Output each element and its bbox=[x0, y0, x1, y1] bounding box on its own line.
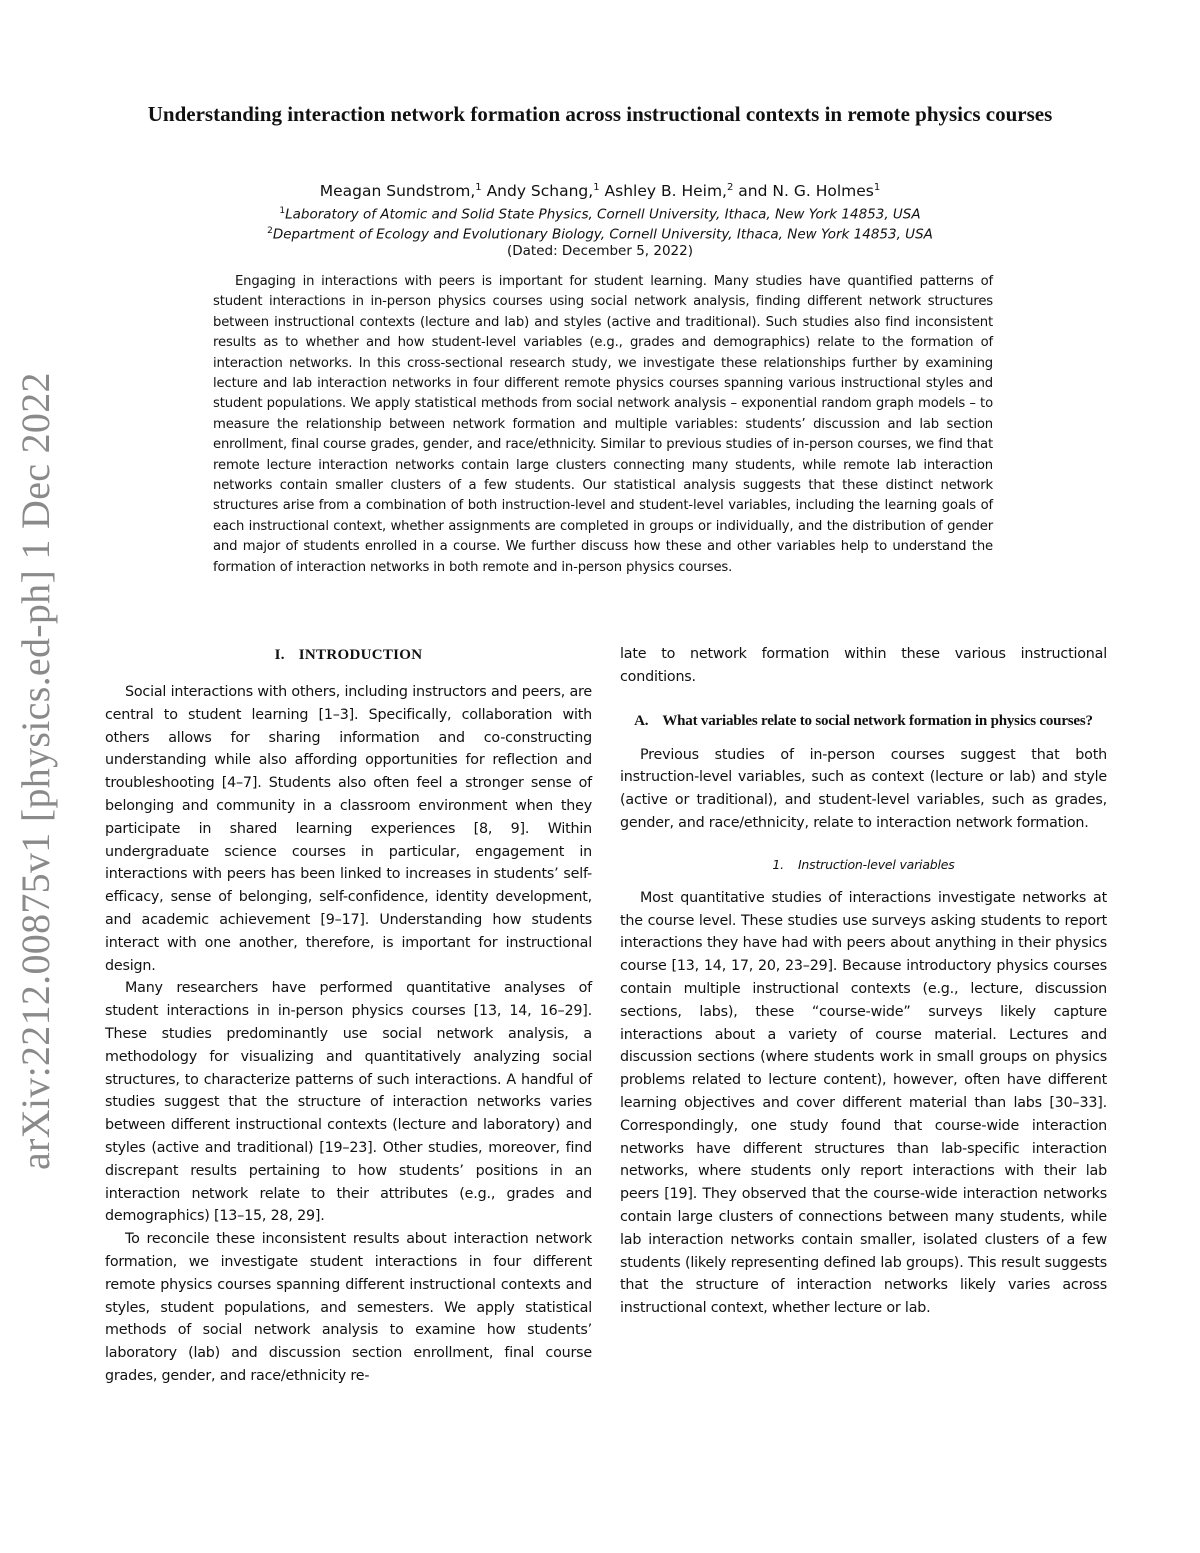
date-line: (Dated: December 5, 2022) bbox=[506, 243, 694, 259]
affiliation-text: Laboratory of Atomic and Solid State Physics, Cornell University, Ithaca, New York 14853, USA bbox=[285, 206, 921, 223]
body-paragraph: Many researchers have performed quantitative analyses of student interactions in in-person physics courses [13, 14, 16–29]. These studies predominantly use social network analysis, a methodology for visualizing and quantitatively analyzing social structures, to characterize patterns of such interactions. A handful of studies suggest that the structure of interaction networks varies between different instructional contexts (lecture and laboratory) and styles (active and traditional) [19–23]. Other studies, moreover, find discrepant results pertaining to how students’ positions in an interaction network relate to their attributes (e.g., grades and demographics) [13–15, 28, 29]. bbox=[105, 980, 592, 1225]
body-paragraph-continuation: late to network formation within these various instructional conditions. bbox=[620, 646, 1107, 685]
paper-title: Understanding interaction network formation across instructional contexts in remote physics courses bbox=[147, 102, 1053, 126]
subsubsection-title: Instruction-level variables bbox=[797, 856, 955, 872]
author-name: Meagan Sundstrom, bbox=[319, 182, 476, 201]
author-list bbox=[150, 178, 1050, 201]
left-column bbox=[105, 643, 592, 1388]
body-paragraph: Previous studies of in-person courses suggest that both instruction-level variables, such as context (lecture or lab) and style (active or traditional), and student-level variables, such as grades, gender, and race/ethnicity, relate to interaction network formation. bbox=[620, 746, 1107, 831]
arxiv-identifier-stamp: arXiv:2212.00875v1 [physics.ed-ph] 1 Dec 2022 bbox=[13, 372, 58, 1170]
affiliation-text: Department of Ecology and Evolutionary Biology, Cornell University, Ithaca, New York 14853, USA bbox=[272, 226, 933, 243]
affiliation bbox=[150, 202, 1050, 224]
author-name: N. G. Holmes bbox=[772, 182, 874, 201]
author-name: Andy Schang, bbox=[486, 182, 594, 201]
body-paragraph: To reconcile these inconsistent results about interaction network formation, we investigate student interactions in four different remote physics courses spanning different instructional contexts and styles, student populations, and semesters. We apply statistical methods of social network analysis to examine how students’ laboratory (lab) and discussion section enrollment, final course grades, gender, and race/ethnicity re- bbox=[105, 1231, 592, 1384]
section-heading-introduction bbox=[105, 645, 592, 665]
subsubsection-heading bbox=[620, 855, 1107, 875]
body-paragraph: Most quantitative studies of interactions investigate networks at the course level. These studies use surveys asking students to report interactions they have had with peers about anything in their physics course [13, 14, 17, 20, 23–29]. Because introductory physics courses contain multiple instructional contexts (e.g., lecture, discussion sections, labs), these “course-wide” surveys likely capture interactions about a variety of course material. Lectures and discussion sections (where students work in small groups on physics problems related to lecture content), however, often have different learning objectives and cover different material than labs [30–33]. Correspondingly, one study found that course-wide interaction networks have different structures than lab-specific interaction networks, where students only report interactions with their lab peers [19]. They observed that the course-wide interaction networks contain large clusters of connections between many students, while lab interaction networks contain smaller, isolated clusters of a few students (likely representing defined lab groups). This result suggests that the structure of interaction networks likely varies across instructional context, whether lecture or lab. bbox=[620, 889, 1107, 1317]
right-column bbox=[620, 643, 1107, 1320]
affiliation-marker: 2 bbox=[267, 226, 273, 236]
affiliation bbox=[150, 222, 1050, 244]
body-paragraph: Social interactions with others, including instructors and peers, are central to student learning [1–3]. Specifically, collaboration with others allows for sharing information and co-constructing understanding while also affording opportunities for reflection and troubleshooting [4–7]. Students also often feel a stronger sense of belonging and community in a classroom environment when they participate in shared learning experiences [8, 9]. Within undergraduate science courses in particular, engagement in interactions with peers has been linked to increases in students’ self-efficacy, sense of belonging, self-confidence, identity development, and academic achievement [9–17]. Understanding how students interact with one another, therefore, is important for instructional design. bbox=[105, 684, 592, 974]
subsection-title: What variables relate to social network formation in physics courses? bbox=[662, 712, 1093, 729]
section-number: I. bbox=[274, 647, 285, 663]
author-name: Ashley B. Heim, bbox=[604, 182, 727, 201]
author-affil-marker: 1 bbox=[475, 182, 482, 193]
abstract: Engaging in interactions with peers is important for student learning. Many studies have quantified patterns of student interactions in in-person physics courses using social network analysis, finding different network structures between instructional contexts (lecture and lab) and styles (active and traditional). Such studies also find inconsistent results as to whether and how student-level variables (e.g., grades and demographics) relate to the formation of interaction networks. In this cross-sectional research study, we investigate these relationships further by examining lecture and lab interaction networks in four different remote physics courses spanning various instructional styles and student populations. We apply statistical methods from social network analysis – exponential random graph models – to measure the relationship between network formation and multiple variables: students’ discussion and lab section enrollment, final course grades, gender, and race/ethnicity. Similar to previous studies of in-person courses, we find that remote lecture interaction networks contain large clusters connecting many students, while remote lab interaction networks contain smaller clusters of a few students. Our statistical analysis suggests that these distinct network structures arise from a combination of both instruction-level and student-level variables, including the learning goals of each instructional context, whether assignments are completed in groups or individually, and the distribution of gender and major of students enrolled in a course. We further discuss how these and other variables help to understand the formation of interaction networks in both remote and in-person physics courses. bbox=[213, 274, 993, 575]
author-affil-marker: 2 bbox=[726, 182, 734, 193]
subsubsection-number: 1. bbox=[772, 856, 784, 872]
affiliation-marker: 1 bbox=[279, 206, 286, 216]
author-conjunction: and bbox=[738, 182, 768, 201]
subsection-heading bbox=[630, 711, 1097, 732]
subsection-number: A. bbox=[634, 712, 649, 729]
section-title: INTRODUCTION bbox=[298, 647, 423, 663]
author-affil-marker: 1 bbox=[593, 182, 600, 193]
author-affil-marker: 1 bbox=[873, 182, 881, 193]
